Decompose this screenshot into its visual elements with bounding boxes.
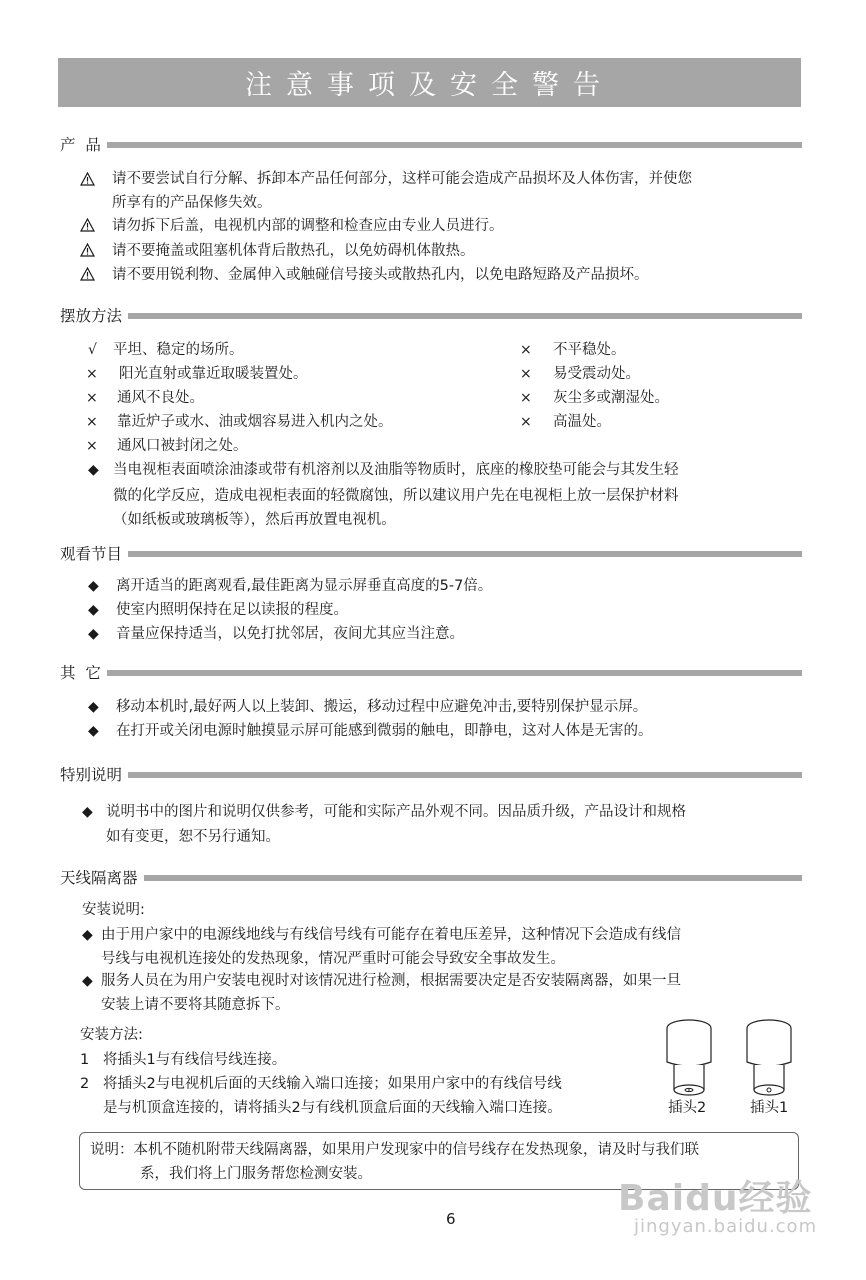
placement-bad-left-1: 阳光直射或靠近取暖装置处。 (119, 366, 308, 382)
antenna-bullet-1-line-1: 由于用户家中的电源线地线与有线信号线有可能存在着电压差异，这种情况下会造成有线信 (101, 927, 681, 943)
special-line-2: 如有变更，恕不另行通知。 (106, 829, 280, 845)
method-label: 安装方法: (80, 1027, 143, 1043)
section-label: 天线隔离器 (60, 869, 138, 887)
placement-bad-right-3: 灰尘多或潮湿处。 (553, 390, 669, 406)
cross-icon: × (86, 366, 98, 382)
warning-icon (80, 267, 95, 281)
placement-good: 平坦、稳定的场所。 (113, 342, 244, 358)
cross-icon: × (520, 390, 532, 406)
cross-icon: × (86, 414, 98, 430)
diamond-bullet-icon: ◆ (88, 699, 99, 715)
section-label: 其 它 (60, 664, 101, 682)
cross-icon: × (86, 390, 98, 406)
section-rule (144, 875, 802, 881)
section-heading-placement (60, 304, 802, 326)
section-heading-other (60, 661, 802, 683)
section-heading-product (60, 133, 802, 155)
diamond-bullet-icon: ◆ (82, 804, 93, 820)
section-heading-viewing (60, 542, 802, 564)
section-heading-antenna (60, 866, 802, 888)
placement-bad-left-3: 靠近炉子或水、油或烟容易进入机内之处。 (117, 414, 393, 430)
section-rule (128, 313, 802, 319)
section-heading-special (60, 763, 802, 785)
diamond-bullet-icon: ◆ (88, 462, 99, 478)
other-item-1: 移动本机时,最好两人以上装卸、搬运，移动过程中应避免冲击,要特别保护显示屏。 (116, 699, 648, 715)
antenna-bullet-2-line-2: 安装上请不要将其随意拆下。 (101, 997, 290, 1013)
product-item-4: 请不要用锐利物、金属伸入或触碰信号接头或散热孔内，以免电路短路及产品损坏。 (112, 267, 649, 283)
step-2-number: 2 (80, 1076, 90, 1092)
step-1-number: 1 (80, 1052, 90, 1068)
placement-note-line-1: 当电视柜表面喷涂油漆或带有机溶剂以及油脂等物质时，底座的橡胶垫可能会与其发生轻 (113, 462, 679, 478)
placement-bad-right-2: 易受震动处。 (553, 366, 640, 382)
notice-line-1: 说明：本机不随机附带天线隔离器，如果用户发现家中的信号线存在发热现象，请及时与我们联 (90, 1142, 699, 1158)
viewing-item-3: 音量应保持适当，以免打扰邻居，夜间尤其应当注意。 (116, 626, 464, 642)
antenna-bullet-1-line-2: 号线与电视机连接处的发热现象，情况严重时可能会导致安全事故发生。 (101, 951, 565, 967)
step-2-line-1: 将插头2与电视机后面的天线输入端口连接；如果用户家中的有线信号线 (103, 1076, 562, 1092)
cross-icon: × (86, 438, 98, 454)
diamond-bullet-icon: ◆ (82, 973, 93, 989)
plug-2-label: 插头2 (668, 1100, 707, 1116)
install-label: 安装说明: (82, 902, 145, 918)
antenna-bullet-2-line-1: 服务人员在为用户安装电视时对该情况进行检测，根据需要决定是否安装隔离器，如果一旦 (101, 973, 681, 989)
watermark-logo: Baidu经验 (618, 1178, 813, 1219)
diamond-bullet-icon: ◆ (88, 626, 99, 642)
warning-icon (80, 218, 95, 232)
viewing-item-1: 离开适当的距离观看,最佳距离为显示屏垂直高度的5-7倍。 (116, 578, 493, 594)
product-item-2: 请勿拆下后盖，电视机内部的调整和检查应由专业人员进行。 (112, 218, 504, 234)
placement-bad-right-1: 不平稳处。 (553, 342, 626, 358)
cross-icon: × (520, 366, 532, 382)
product-item-1-cont: 所享有的产品保修失效。 (112, 195, 272, 211)
section-label: 特别说明 (60, 766, 123, 784)
diamond-bullet-icon: ◆ (82, 927, 93, 943)
page-title: 注意事项及安全警告 (58, 58, 801, 107)
section-rule (128, 551, 802, 557)
cross-icon: × (520, 342, 532, 358)
viewing-item-2: 使室内照明保持在足以读报的程度。 (116, 602, 348, 618)
placement-note-line-2: 微的化学反应，造成电视柜表面的轻微腐蚀，所以建议用户先在电视柜上放一层保护材料 (113, 488, 679, 504)
watermark-url: jingyan.baidu.com (634, 1216, 818, 1237)
placement-note-line-3: （如纸板或玻璃板等），然后再放置电视机。 (113, 512, 396, 528)
product-item-3: 请不要掩盖或阻塞机体背后散热孔，以免妨碍机体散热。 (112, 243, 475, 259)
notice-line-2: 系，我们将上门服务帮您检测安装。 (140, 1166, 372, 1182)
product-item-1: 请不要尝试自行分解、拆卸本产品任何部分，这样可能会造成产品损坏及人体伤害，并使您 (112, 171, 692, 187)
placement-bad-left-4: 通风口被封闭之处。 (117, 438, 248, 454)
placement-bad-right-4: 高温处。 (553, 414, 611, 430)
diamond-bullet-icon: ◆ (88, 578, 99, 594)
step-2-line-2: 是与机顶盒连接的，请将插头2与有线机顶盒后面的天线输入端口连接。 (103, 1100, 562, 1116)
cross-icon: × (520, 414, 532, 430)
special-line-1: 说明书中的图片和说明仅供参考，可能和实际产品外观不同。因品质升级，产品设计和规格 (106, 804, 686, 820)
plug-1-label: 插头1 (750, 1100, 789, 1116)
section-rule (107, 670, 802, 676)
section-label: 观看节目 (60, 545, 123, 563)
warning-icon (80, 243, 95, 257)
plug-2-illustration (664, 1018, 714, 1100)
warning-icon (80, 172, 95, 186)
section-label: 摆放方法 (60, 307, 123, 325)
other-item-2: 在打开或关闭电源时触摸显示屏可能感到微弱的触电，即静电，这对人体是无害的。 (116, 723, 653, 739)
step-1-text: 将插头1与有线信号线连接。 (103, 1052, 287, 1068)
plug-1-illustration (744, 1018, 794, 1100)
placement-bad-left-2: 通风不良处。 (117, 390, 204, 406)
diamond-bullet-icon: ◆ (88, 723, 99, 739)
check-icon: √ (88, 342, 97, 358)
section-rule (128, 772, 802, 778)
section-label: 产 品 (60, 136, 101, 154)
diamond-bullet-icon: ◆ (88, 602, 99, 618)
section-rule (107, 142, 802, 148)
page-number: 6 (446, 1210, 456, 1228)
